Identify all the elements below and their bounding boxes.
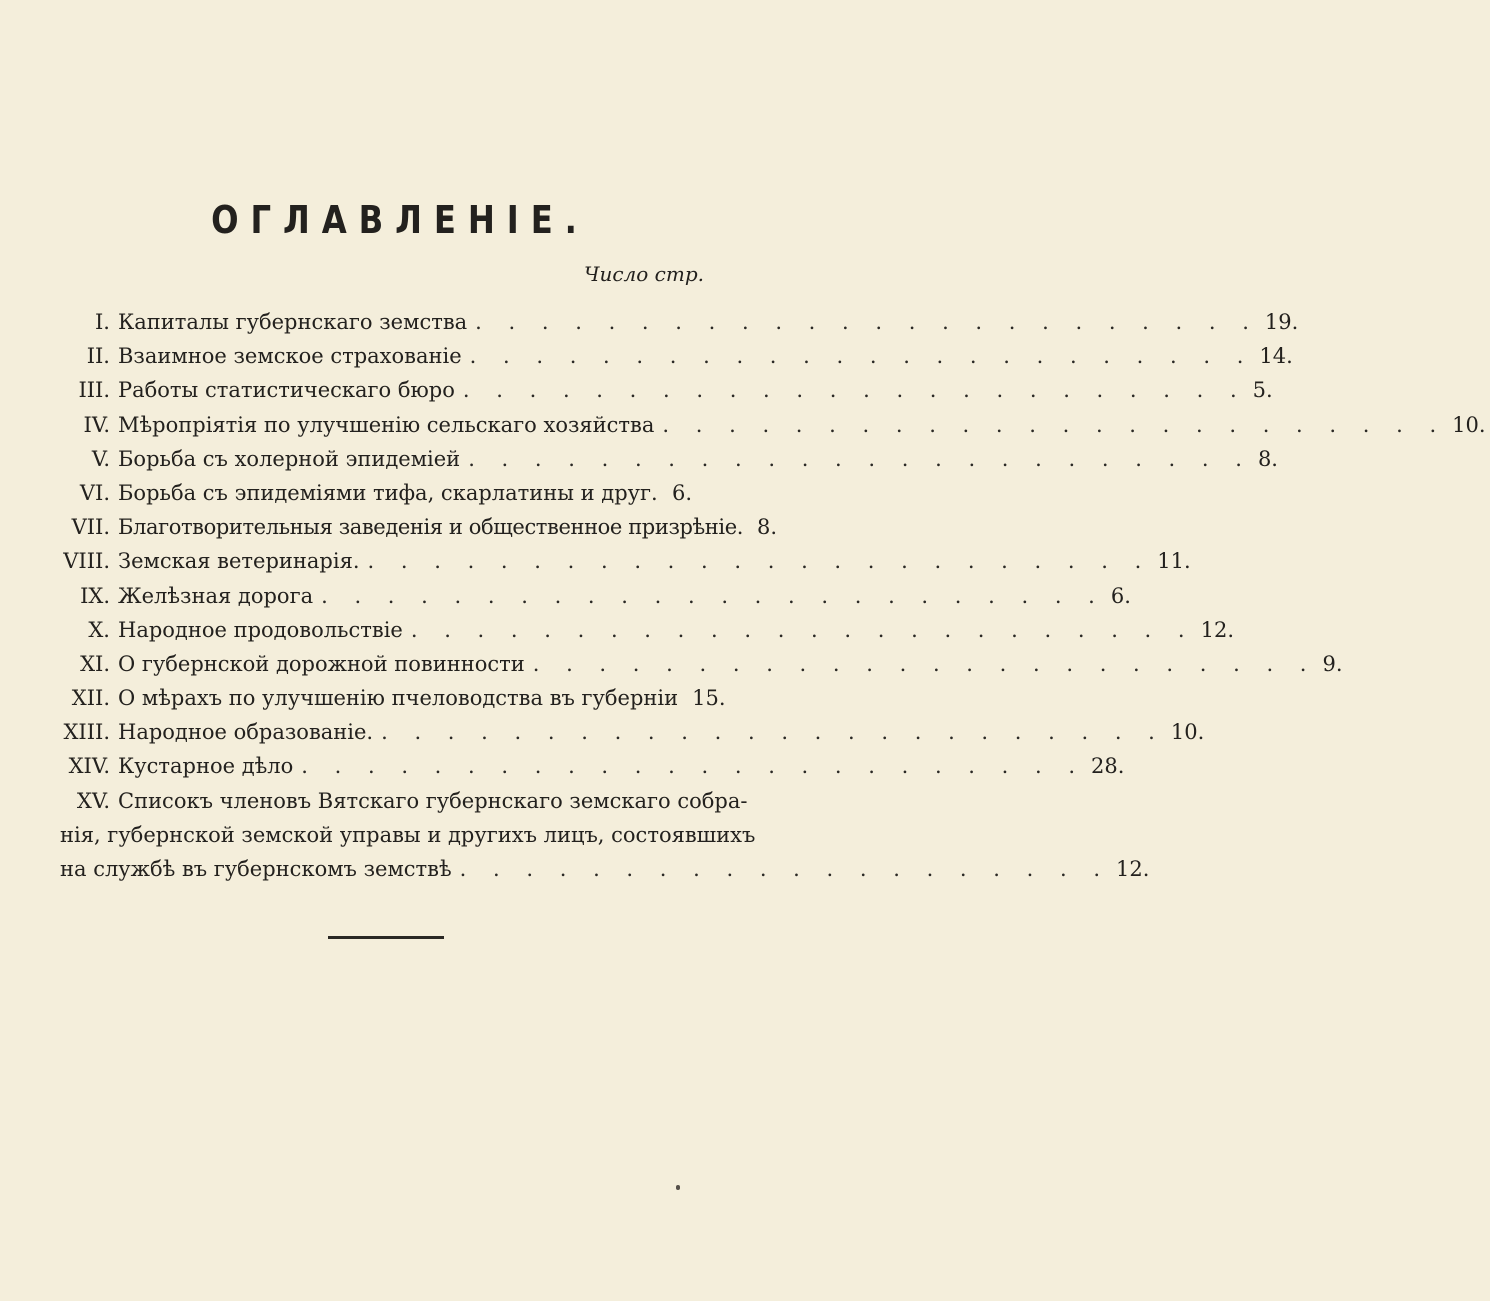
leader-dots: . . . . . . . . . . . . . . . . . . . . . . . . [468, 446, 1252, 471]
entry-page: 10. [1452, 412, 1486, 437]
toc-entry-multiline [60, 784, 1150, 886]
leader-dots: . . . . . . . . . . . . . . . . . . . . . . . . [301, 754, 1086, 779]
entry-title: Борьба съ холерной эпидеміей [118, 446, 461, 471]
entry-title: Капиталы губернскаго земства [118, 310, 468, 334]
entry-title: О мѣрахъ по улучшенію пчеловодства въ губерніи [118, 686, 679, 711]
toc-entry [60, 544, 1191, 578]
entry-title: Народное продовольствіе [118, 617, 403, 642]
leader-dots: . . . . . . . . . . . . . . . . . . . . [459, 856, 1111, 881]
entry-title: Кустарное дѣло [118, 754, 294, 779]
toc-entry [60, 681, 726, 715]
entry-title: Борьба съ эпидеміями тифа, скарлатины и друг. [118, 480, 658, 505]
entry-page: 12. [1116, 856, 1150, 881]
leader-dots: . . . . . . . . . . . . . . . . . . . . . . . . [381, 720, 1165, 745]
toc-entry [60, 476, 710, 510]
entry-page: 15. [692, 686, 726, 711]
entry-title: Благотворительныя заведенія и общественное призрѣніе. [118, 515, 744, 540]
entry-number: VIII. [63, 549, 110, 574]
entry-number: IX. [80, 583, 110, 608]
entry-page: 12. [1200, 617, 1234, 642]
table-of-contents [60, 305, 1486, 886]
toc-entry [60, 339, 1293, 373]
entry-number: XIV. [68, 754, 110, 779]
page-number-column-header: Число стр. [584, 262, 704, 286]
entry-number: X. [88, 617, 110, 642]
entry-title: Земская ветеринарія. [118, 549, 360, 574]
entry-number: XIII. [63, 720, 110, 745]
entry-page: 10. [1170, 720, 1205, 745]
entry-page: 9. [1322, 651, 1343, 676]
entry-number: VI. [79, 480, 110, 505]
entry-page: 5. [1252, 378, 1273, 403]
entry-page: 8. [1257, 446, 1278, 471]
leader-dots: . . . . . . . . . . . . . . . . . . . . . . . . [532, 651, 1317, 676]
paper-speck [676, 1185, 680, 1190]
toc-entry [60, 647, 1343, 681]
toc-entry [60, 510, 778, 544]
entry-title-line-2: нія, губернской земской управы и другихъ лицъ, состоявшихъ [60, 822, 756, 847]
leader-dots: . . . . . . . . . . . . . . . . . . . . . . . . [462, 378, 1247, 403]
closing-rule [328, 936, 444, 939]
toc-entry [60, 715, 1205, 749]
entry-page: 28. [1091, 754, 1125, 779]
entry-title: Работы статистическаго бюро [118, 378, 455, 403]
toc-entry [60, 408, 1486, 442]
entry-number: III. [78, 378, 110, 403]
entry-number: IV. [83, 412, 110, 437]
leader-dots: . . . . . . . . . . . . . . . . . . . . . . . . [367, 549, 1152, 574]
entry-number: V. [91, 446, 110, 471]
entry-page: 6. [672, 480, 693, 505]
toc-entry [60, 613, 1234, 647]
entry-number: II. [86, 344, 110, 369]
entry-page: 11. [1157, 549, 1191, 574]
toc-entry [60, 373, 1273, 407]
entry-page: 19. [1264, 310, 1299, 334]
entry-number: XI. [80, 651, 110, 676]
entry-title: Желѣзная дорога [118, 583, 314, 608]
entry-title: Мѣропріятія по улучшенію сельскаго хозяйства [118, 412, 655, 437]
toc-entry [60, 749, 1125, 783]
entry-title-line-3: на службѣ въ губернскомъ земствѣ [60, 856, 452, 881]
page-title: ОГЛАВЛЕНІЕ. [211, 198, 589, 242]
toc-entry [60, 305, 1299, 339]
entry-number: VII. [71, 515, 110, 540]
entry-title: Взаимное земское страхованіе [118, 344, 462, 369]
toc-entry [60, 579, 1131, 613]
entry-number: XV. [76, 788, 110, 813]
leader-dots: . . . . . . . . . . . . . . . . . . . . . . . . [321, 583, 1105, 608]
entry-page: 14. [1259, 344, 1293, 369]
entry-page: 6. [1110, 583, 1131, 608]
entry-title-line-1: Списокъ членовъ Вятскаго губернскаго земскаго собра- [118, 788, 748, 813]
entry-title: Народное образованіе. [118, 720, 374, 745]
leader-dots: . . . . . . . . . . . . . . . . . . . . . . . . [469, 344, 1254, 369]
toc-entry [60, 442, 1278, 476]
entry-number: I. [95, 310, 110, 334]
leader-dots: . . . . . . . . . . . . . . . . . . . . . . . . [410, 617, 1195, 642]
leader-dots: . . . . . . . . . . . . . . . . . . . . . . . . [475, 310, 1259, 334]
leader-dots: . . . . . . . . . . . . . . . . . . . . . . . . [662, 412, 1447, 437]
entry-title: О губернской дорожной повинности [118, 651, 525, 676]
entry-page: 8. [757, 515, 778, 540]
entry-number: XII. [71, 686, 110, 711]
